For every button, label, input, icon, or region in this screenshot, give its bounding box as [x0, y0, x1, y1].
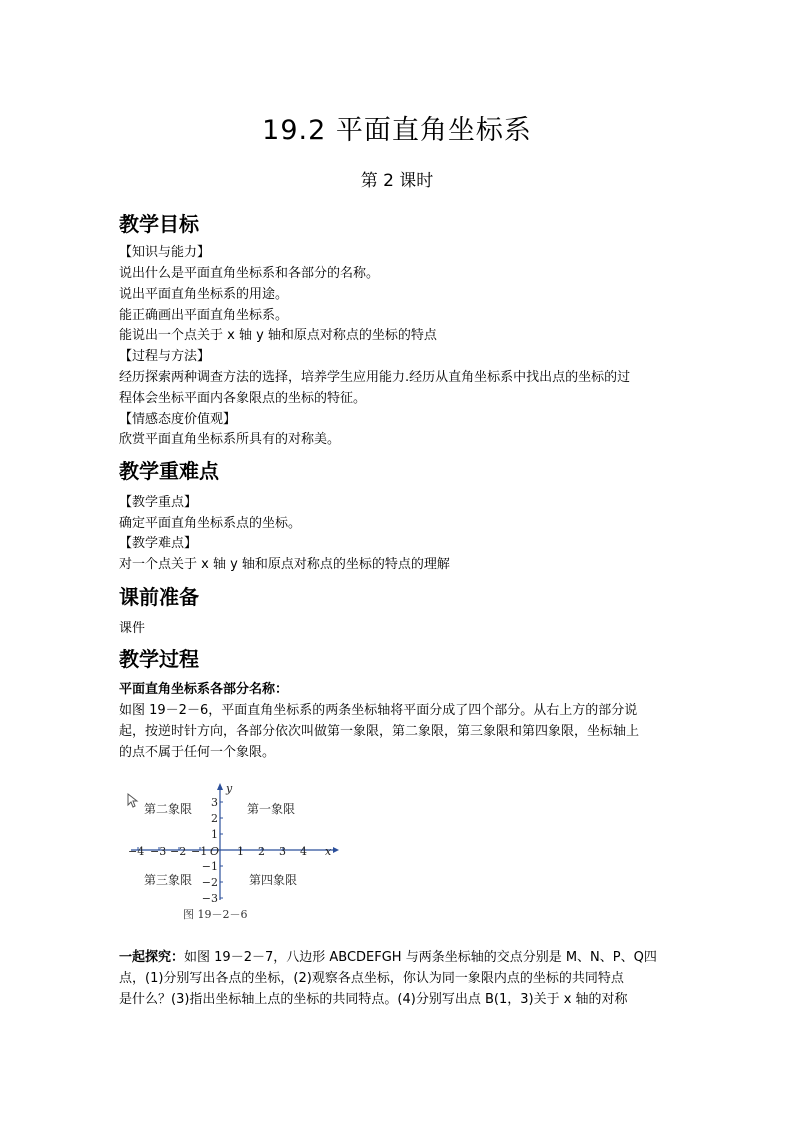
- page-title: 19.2 平面直角坐标系: [262, 115, 532, 146]
- x-tick-label: 2: [258, 845, 265, 858]
- text-line: 说出什么是平面直角坐标系和各部分的名称。: [119, 266, 380, 281]
- y-tick-label: 1: [211, 828, 218, 841]
- text-line: 说出平面直角坐标系的用途。: [119, 287, 289, 302]
- heading-objectives: 教学目标: [119, 212, 199, 236]
- y-tick-label: 2: [211, 812, 218, 825]
- heading-preparation: 课前准备: [119, 585, 199, 609]
- text-line: 【教学重点】: [119, 495, 198, 510]
- text-line: 如图 19－2－6，平面直角坐标系的两条坐标轴将平面分成了四个部分。从右上方的部分说: [119, 703, 638, 718]
- quadrant-1-label: 第一象限: [247, 802, 296, 816]
- cursor-arrow-icon: [128, 794, 137, 807]
- y-tick-label: −3: [201, 892, 218, 905]
- quadrant-3-label: 第三象限: [144, 873, 193, 887]
- y-axis-arrow: [217, 783, 223, 790]
- x-tick-label: −4: [128, 845, 145, 858]
- y-tick-label: −2: [201, 876, 218, 889]
- text-line: 【过程与方法】: [119, 349, 211, 364]
- x-tick-label: 1: [237, 845, 244, 858]
- text-line: 【情感态度价值观】: [119, 412, 237, 427]
- y-tick-label: 3: [211, 796, 218, 809]
- text-line: 经历探索两种调查方法的选择，培养学生应用能力.经历从直角坐标系中找出点的坐标的过: [119, 370, 631, 385]
- coordinate-figure: [119, 778, 349, 928]
- subheading-axis-parts: 平面直角坐标系各部分名称：: [119, 682, 289, 697]
- text-line: 如图 19－2－7，八边形 ABCDEFGH 与两条坐标轴的交点分别是 M、N、P、Q四: [184, 950, 657, 965]
- text-line: 课件: [119, 621, 146, 636]
- text-line: 欣赏平面直角坐标系所具有的对称美。: [119, 432, 341, 447]
- quadrant-4-label: 第四象限: [249, 873, 298, 887]
- x-axis-arrow: [333, 847, 339, 853]
- heading-process: 教学过程: [119, 647, 199, 671]
- explore-first-line: [119, 948, 657, 968]
- text-line: 能说出一个点关于 x 轴 y 轴和原点对称点的坐标的特点: [119, 328, 437, 343]
- quadrant-2-label: 第二象限: [144, 802, 193, 816]
- x-tick-label: −2: [170, 845, 187, 858]
- x-axis-label: x: [325, 845, 332, 858]
- y-axis-label: y: [226, 782, 233, 795]
- x-tick-label: 4: [300, 845, 307, 858]
- text-line: 确定平面直角坐标系点的坐标。: [119, 516, 302, 531]
- text-line: 【教学难点】: [119, 536, 198, 551]
- explore-label: 一起探究：: [119, 950, 185, 965]
- text-line: 是什么？(3)指出坐标轴上点的坐标的共同特点。(4)分别写出点 B(1，3)关于 x 轴的对称: [119, 992, 628, 1007]
- text-line: 程体会坐标平面内各象限点的坐标的特征。: [119, 391, 367, 406]
- x-tick-label: −1: [191, 845, 208, 858]
- text-line: 对一个点关于 x 轴 y 轴和原点对称点的坐标的特点的理解: [119, 557, 450, 572]
- text-line: 起，按逆时针方向，各部分依次叫做第一象限，第二象限，第三象限和第四象限，坐标轴上: [119, 724, 640, 739]
- lesson-subtitle: 第 2 课时: [360, 171, 434, 191]
- x-tick-label: −3: [150, 845, 167, 858]
- text-line: 【知识与能力】: [119, 245, 211, 260]
- text-line: 点，(1)分别写出各点的坐标，(2)观察各点坐标，你认为同一象限内点的坐标的共同特点: [119, 971, 624, 986]
- figure-caption: 图 19－2－6: [183, 908, 248, 921]
- y-tick-label: −1: [201, 860, 218, 873]
- x-tick-label: 3: [279, 845, 286, 858]
- text-line: 的点不属于任何一个象限。: [119, 745, 276, 760]
- text-line: 能正确画出平面直角坐标系。: [119, 308, 289, 323]
- origin-label: O: [210, 845, 220, 858]
- heading-key-points: 教学重难点: [119, 459, 219, 483]
